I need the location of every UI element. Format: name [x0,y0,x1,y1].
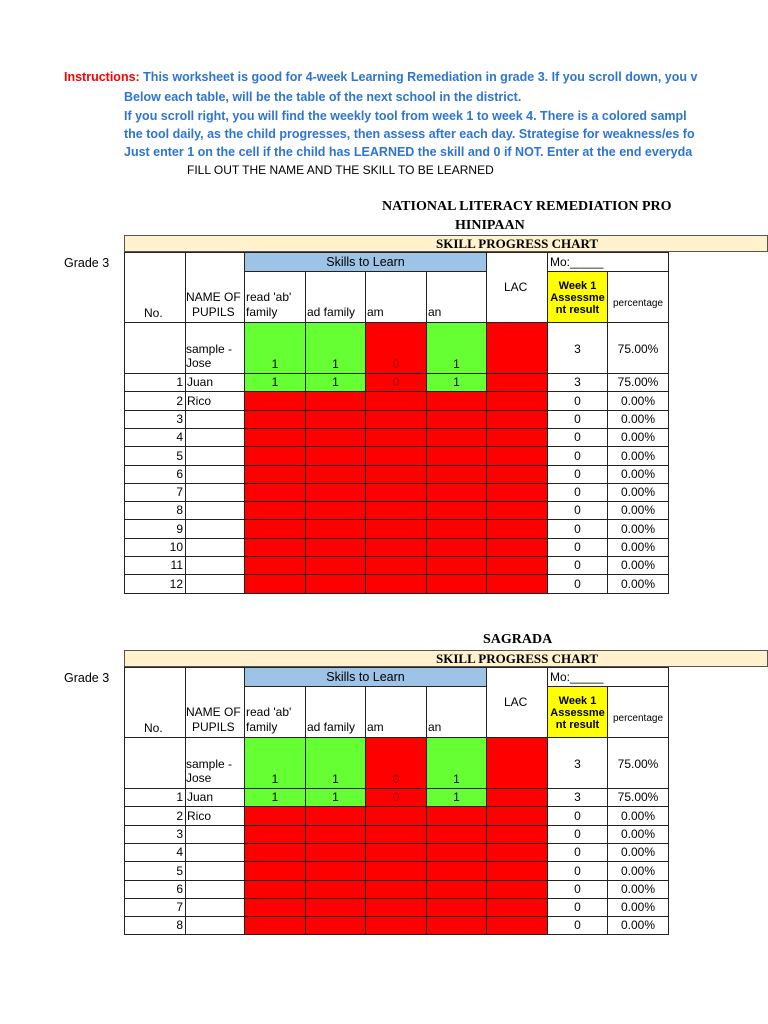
skill-label-3: am [367,720,384,734]
row-pct: 0.00% [607,806,669,826]
row-score[interactable] [305,410,366,429]
row-score[interactable] [305,916,366,935]
row-pct: 0.00% [607,465,669,484]
row-no: 6 [124,465,186,484]
row-no: 9 [124,519,186,539]
row-score[interactable] [426,825,487,844]
row-lac[interactable] [486,519,548,539]
skills-to-learn-header: Skills to Learn [244,667,487,687]
row-score[interactable] [365,806,427,826]
row-score[interactable]: 1 [305,373,366,392]
row-score[interactable] [305,880,366,899]
sample-name-1: sample - [186,342,233,356]
row-score[interactable] [244,391,306,411]
row-pct: 0.00% [607,428,669,447]
row-total: 3 [547,788,608,807]
progress-table [124,650,768,952]
row-total: 0 [547,880,608,899]
grade-label: Grade 3 [64,671,110,685]
week-label-3: nt result [555,304,600,316]
sample-score[interactable]: 1 [244,322,306,374]
instructions-label: Instructions: [64,70,140,84]
row-total: 0 [547,556,608,575]
instructions-line-3: If you scroll right, you will find the weekly tool from week 1 to week 4. There is a colored sampl [124,109,687,123]
chart-title-bar [124,650,768,667]
grade-label: Grade 3 [64,256,110,270]
row-name[interactable] [185,446,245,466]
row-no: 12 [124,574,186,594]
skill-label-1a: read 'ab' [246,705,292,719]
row-score[interactable]: 1 [244,373,306,392]
chart-title-bar [124,235,768,252]
row-score[interactable] [365,519,427,539]
row-score[interactable] [244,501,306,520]
row-score[interactable] [305,465,366,484]
row-score[interactable] [365,916,427,935]
row-name[interactable] [185,825,245,844]
row-no: 3 [124,410,186,429]
chart-title: SKILL PROGRESS CHART [436,236,599,251]
skills-to-learn-header: Skills to Learn [244,252,487,272]
row-score[interactable] [244,519,306,539]
row-lac[interactable] [486,843,548,862]
school-name: SAGRADA [483,632,553,647]
row-lac[interactable] [486,391,548,411]
row-score[interactable] [244,410,306,429]
row-score[interactable] [244,825,306,844]
row-score[interactable] [426,501,487,520]
lac-label: LAC [504,280,528,294]
lac-label: LAC [504,695,528,709]
row-score[interactable] [244,916,306,935]
row-no: 10 [124,538,186,557]
week-assessment-header [547,271,608,323]
instructions-line-2: Below each table, will be the table of the next school in the district. [124,90,522,104]
row-total: 0 [547,391,608,411]
skill-label-1a: read 'ab' [246,290,292,304]
row-pct: 0.00% [607,916,669,935]
program-title: NATIONAL LITERACY REMEDIATION PRO [382,199,672,214]
row-pct: 0.00% [607,880,669,899]
row-lac[interactable] [486,483,548,502]
row-name[interactable] [185,519,245,539]
row-score[interactable]: 0 [365,788,427,807]
row-score[interactable] [244,574,306,594]
row-score[interactable] [365,501,427,520]
row-name[interactable] [185,483,245,502]
row-lac[interactable] [486,574,548,594]
row-name[interactable] [185,410,245,429]
row-score[interactable] [365,880,427,899]
row-no: 11 [124,556,186,575]
row-pct: 0.00% [607,556,669,575]
row-score[interactable] [305,898,366,917]
row-pct: 0.00% [607,574,669,594]
row-score[interactable]: 1 [244,788,306,807]
row-lac[interactable] [486,465,548,484]
row-score[interactable] [365,391,427,411]
row-total: 0 [547,806,608,826]
row-lac[interactable] [486,861,548,881]
row-no: 4 [124,428,186,447]
row-name[interactable] [185,501,245,520]
row-score[interactable] [244,465,306,484]
week-label-3: nt result [555,719,600,731]
row-score[interactable] [426,428,487,447]
row-pct: 0.00% [607,825,669,844]
row-score[interactable] [426,806,487,826]
row-total: 0 [547,861,608,881]
row-pct: 75.00% [607,373,669,392]
row-total: 0 [547,843,608,862]
row-score[interactable] [365,410,427,429]
row-total: 0 [547,916,608,935]
row-no: 7 [124,483,186,502]
sample-name-2: Jose [186,771,212,785]
row-score[interactable] [244,898,306,917]
row-no: 2 [124,391,186,411]
sample-score[interactable]: 1 [244,737,306,789]
row-name[interactable] [185,880,245,899]
row-score[interactable] [305,556,366,575]
row-no: 5 [124,446,186,466]
row-name[interactable] [185,916,245,935]
row-score[interactable] [426,519,487,539]
row-score[interactable] [365,898,427,917]
sample-score[interactable]: 1 [426,322,487,374]
sample-no [124,322,186,374]
sample-name-2: Jose [186,356,212,370]
row-name[interactable]: Juan [185,788,245,807]
row-total: 0 [547,538,608,557]
skill-label-1b: family [246,305,278,319]
row-score[interactable] [426,898,487,917]
row-no: 5 [124,861,186,881]
row-pct: 0.00% [607,898,669,917]
row-score[interactable] [305,519,366,539]
row-score[interactable]: 1 [426,373,487,392]
row-pct: 0.00% [607,519,669,539]
row-score[interactable] [365,843,427,862]
chart-title: SKILL PROGRESS CHART [436,651,599,666]
row-score[interactable] [365,428,427,447]
row-name[interactable] [185,843,245,862]
row-score[interactable] [305,538,366,557]
row-score[interactable] [305,391,366,411]
row-lac[interactable] [486,806,548,826]
row-pct: 0.00% [607,538,669,557]
col-name-label-1: NAME OF [186,705,241,719]
row-lac[interactable] [486,898,548,917]
row-score[interactable] [244,446,306,466]
row-score[interactable] [244,428,306,447]
row-score[interactable] [244,843,306,862]
row-total: 0 [547,446,608,466]
sample-score[interactable]: 0 [365,322,427,374]
row-score[interactable] [426,861,487,881]
row-pct: 0.00% [607,391,669,411]
row-score[interactable] [426,574,487,594]
row-score[interactable] [365,556,427,575]
row-name[interactable] [185,428,245,447]
row-no: 3 [124,825,186,844]
row-name[interactable] [185,574,245,594]
row-score[interactable] [305,574,366,594]
row-name[interactable] [185,556,245,575]
row-score[interactable] [365,483,427,502]
skill-label-2: ad family [307,720,356,734]
row-lac[interactable] [486,788,548,807]
row-score[interactable] [305,428,366,447]
instructions-line-4: the tool daily, as the child progresses, then assess after each day. Strategise for weakness/es fo [124,127,695,141]
sample-total: 3 [547,737,608,789]
week-label-2: Assessme [550,292,605,304]
row-score[interactable] [244,880,306,899]
row-pct: 0.00% [607,410,669,429]
row-score[interactable] [305,825,366,844]
row-name[interactable] [185,465,245,484]
col-no-label: No. [144,306,163,320]
row-no: 2 [124,806,186,826]
row-score[interactable] [365,538,427,557]
row-score[interactable] [365,825,427,844]
instructions-text-1: This worksheet is good for 4-week Learning Remediation in grade 3. If you scroll down, you v [139,70,698,84]
row-lac[interactable] [486,428,548,447]
row-score[interactable] [244,556,306,575]
row-name[interactable] [185,861,245,881]
week-assessment-header [547,686,608,738]
row-pct: 0.00% [607,501,669,520]
sample-score[interactable]: 1 [305,737,366,789]
row-lac[interactable] [486,410,548,429]
instructions-line-5: Just enter 1 on the cell if the child has LEARNED the skill and 0 if NOT. Enter at the end everyda [124,145,693,159]
row-lac[interactable] [486,880,548,899]
sample-score[interactable]: 1 [426,737,487,789]
skill-label-1b: family [246,720,278,734]
row-score[interactable] [426,483,487,502]
row-lac[interactable] [486,556,548,575]
row-no: 1 [124,788,186,807]
skill-label-4: an [428,305,442,319]
row-name[interactable]: Rico [185,391,245,411]
week-label-1: Week 1 [558,280,597,292]
row-pct: 0.00% [607,843,669,862]
row-no: 8 [124,501,186,520]
row-score[interactable] [365,574,427,594]
row-score[interactable] [305,806,366,826]
row-pct: 0.00% [607,483,669,502]
row-lac[interactable] [486,916,548,935]
row-lac[interactable] [486,501,548,520]
row-score[interactable] [426,556,487,575]
row-no: 8 [124,916,186,935]
sample-no [124,737,186,789]
sample-lac[interactable] [486,322,548,374]
skill-label-2: ad family [307,305,356,319]
row-score[interactable] [305,861,366,881]
row-score[interactable] [244,861,306,881]
row-name[interactable]: Rico [185,806,245,826]
row-score[interactable] [426,465,487,484]
row-score[interactable]: 1 [426,788,487,807]
row-lac[interactable] [486,825,548,844]
row-total: 0 [547,465,608,484]
week-label-1: Week 1 [558,695,597,707]
sample-name-1: sample - [186,757,233,771]
sample-pct: 75.00% [607,737,669,789]
row-no: 6 [124,880,186,899]
row-score[interactable] [426,410,487,429]
row-score[interactable] [426,880,487,899]
row-score[interactable]: 1 [305,788,366,807]
month-field[interactable]: Mo:_____ [547,252,669,272]
row-score[interactable] [305,483,366,502]
row-total: 0 [547,574,608,594]
row-score[interactable] [426,391,487,411]
row-score[interactable] [305,501,366,520]
row-score[interactable] [365,446,427,466]
row-total: 0 [547,501,608,520]
sample-score[interactable]: 1 [305,322,366,374]
sample-lac[interactable] [486,737,548,789]
row-total: 0 [547,428,608,447]
row-score[interactable] [426,916,487,935]
row-score[interactable] [244,538,306,557]
row-score[interactable]: 0 [365,373,427,392]
sample-score[interactable]: 0 [365,737,427,789]
percentage-header: percentage [607,271,669,323]
percentage-header: percentage [607,686,669,738]
row-score[interactable] [365,465,427,484]
row-score[interactable] [365,861,427,881]
month-field[interactable]: Mo:_____ [547,667,669,687]
row-name[interactable] [185,898,245,917]
row-total: 0 [547,410,608,429]
row-score[interactable] [426,843,487,862]
row-no: 4 [124,843,186,862]
row-total: 0 [547,483,608,502]
row-no: 7 [124,898,186,917]
col-name-label-2: PUPILS [192,720,235,734]
row-score[interactable] [426,446,487,466]
row-total: 0 [547,825,608,844]
row-lac[interactable] [486,373,548,392]
instructions-line-1 [64,70,697,84]
row-name[interactable]: Juan [185,373,245,392]
row-score[interactable] [305,843,366,862]
sample-total: 3 [547,322,608,374]
sample-pct: 75.00% [607,322,669,374]
school-name: HINIPAAN [455,218,525,233]
row-total: 0 [547,519,608,539]
col-no-label: No. [144,721,163,735]
col-name-label-1: NAME OF [186,290,241,304]
week-label-2: Assessme [550,707,605,719]
row-no: 1 [124,373,186,392]
progress-table [124,235,768,595]
row-pct: 0.00% [607,446,669,466]
row-name[interactable] [185,538,245,557]
row-score[interactable] [244,806,306,826]
fill-out-note: FILL OUT THE NAME AND THE SKILL TO BE LEARNED [187,163,494,177]
row-total: 3 [547,373,608,392]
row-total: 0 [547,898,608,917]
row-lac[interactable] [486,446,548,466]
row-score[interactable] [305,446,366,466]
row-pct: 0.00% [607,861,669,881]
row-pct: 75.00% [607,788,669,807]
row-score[interactable] [244,483,306,502]
skill-label-4: an [428,720,442,734]
skill-label-3: am [367,305,384,319]
col-name-label-2: PUPILS [192,305,235,319]
row-lac[interactable] [486,538,548,557]
row-score[interactable] [426,538,487,557]
